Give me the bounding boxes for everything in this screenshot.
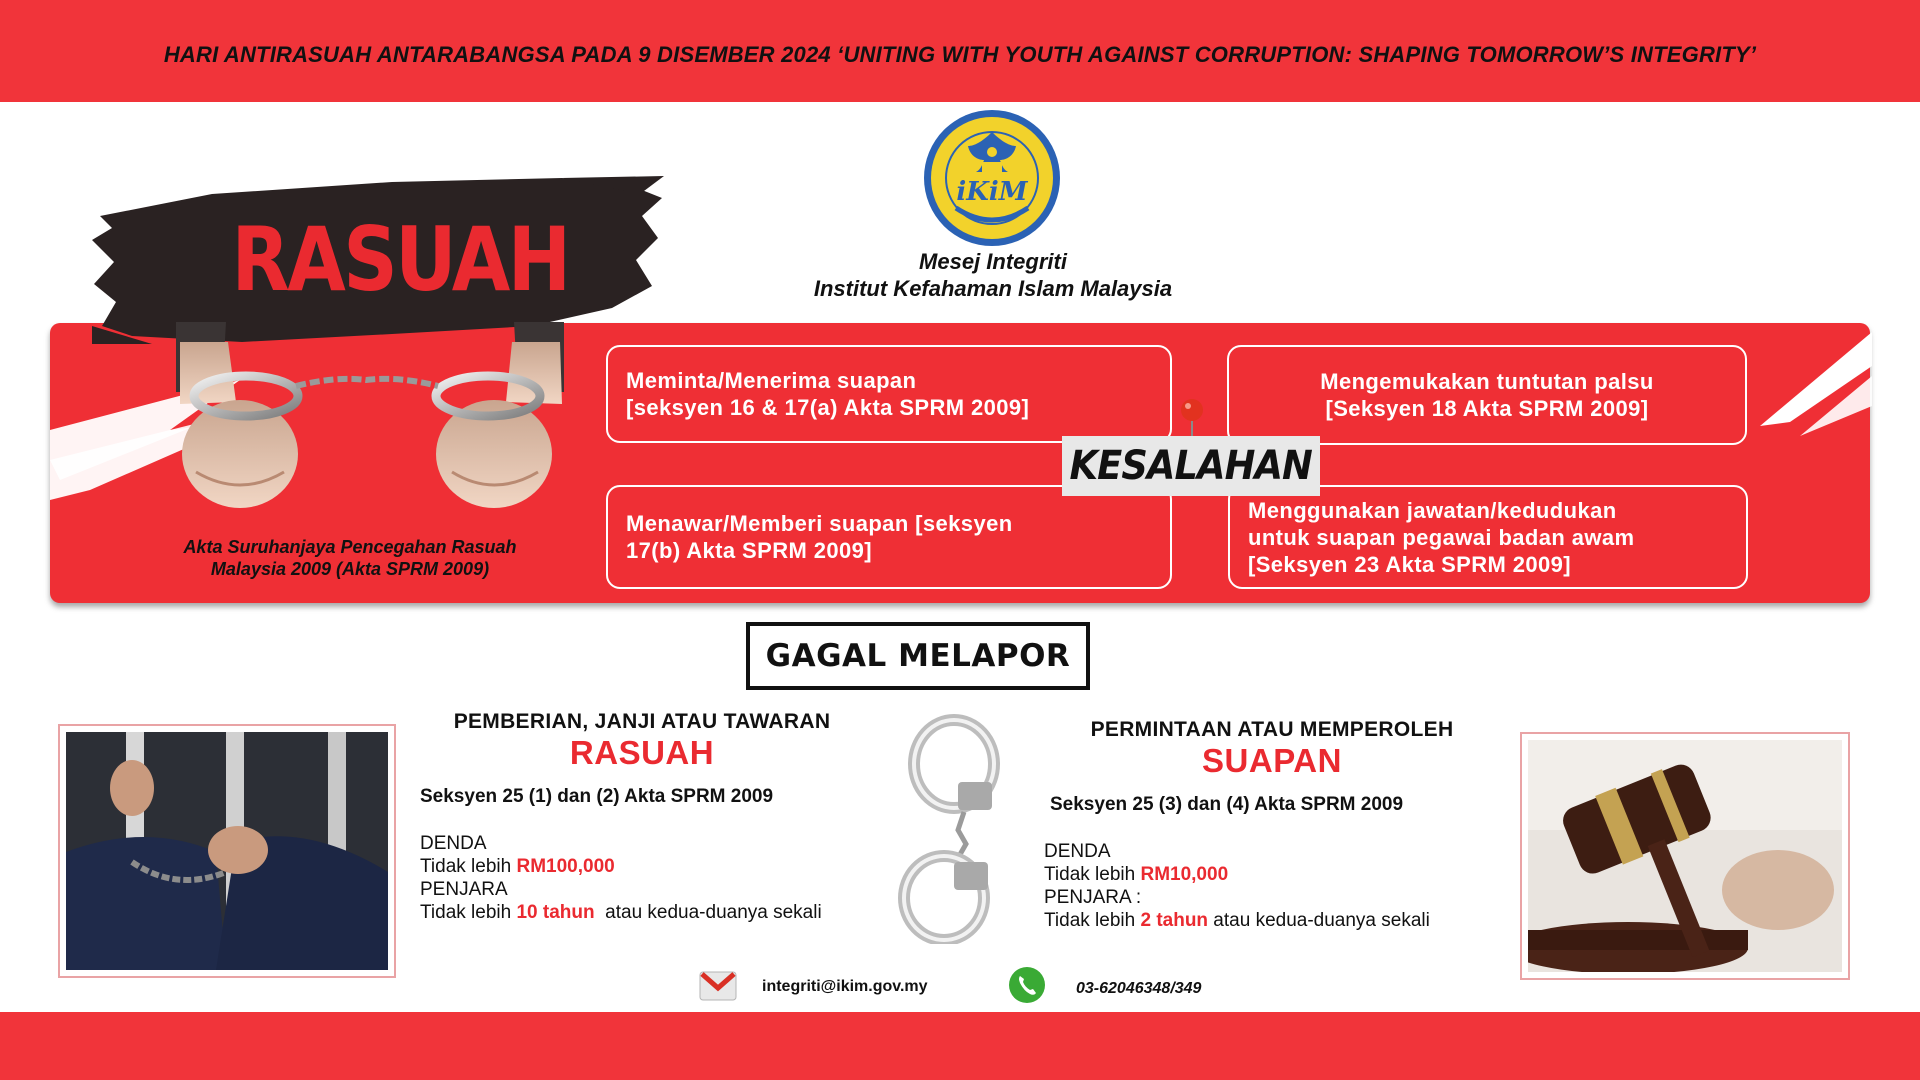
penalty-right-heading: PERMINTAAN ATAU MEMPEROLEH (1090, 718, 1454, 741)
mail-icon (698, 964, 738, 1004)
phone-icon (1008, 966, 1046, 1004)
offence-3-line-2: 17(b) Akta SPRM 2009] (626, 538, 872, 563)
penalty-right-fine (1044, 863, 1430, 886)
judge-gavel-image (1528, 740, 1842, 972)
gagal-melapor-label (746, 622, 1090, 690)
penalty-left-law: Seksyen 25 (1) dan (2) Akta SPRM 2009 (420, 786, 774, 807)
offence-2-line-2: [Seksyen 18 Akta SPRM 2009] (1325, 396, 1649, 421)
offence-4-line-1: Menggunakan jawatan/kedudukan (1248, 497, 1617, 523)
penalty-right-jail (1044, 909, 1430, 932)
org-line-1: Mesej Integriti (919, 249, 1067, 274)
gavel-photo (1520, 732, 1850, 980)
penalty-right-jail-amount: 2 tahun (1140, 910, 1209, 931)
kesalahan-text: KESALAHAN (1069, 443, 1313, 489)
push-pin-icon (1178, 398, 1206, 438)
act-caption-line-1: Akta Suruhanjaya Pencegahan Rasuah (183, 537, 517, 557)
offence-3-line-1: Menawar/Memberi suapan [seksyen (626, 511, 1013, 536)
contact-email[interactable]: integriti@ikim.gov.my (762, 978, 928, 995)
penalty-left-fine-label: DENDA (420, 833, 487, 854)
prisoner-behind-bars-image (66, 732, 388, 970)
penalty-left-fine-amount: RM100,000 (516, 856, 615, 877)
offence-1-line-2: [seksyen 16 & 17(a) Akta SPRM 2009] (626, 395, 1030, 420)
bottom-banner (0, 1012, 1920, 1080)
brush-streak-right (1760, 326, 1872, 446)
top-banner (0, 0, 1920, 102)
offence-box-abuse-position (1228, 485, 1748, 589)
penalty-left-fine (420, 855, 822, 878)
penalty-left-fine-prefix: Tidak lebih (420, 856, 517, 877)
penalty-right-fine-amount: RM10,000 (1140, 864, 1229, 885)
offence-box-request-accept (606, 345, 1172, 443)
banner-text: HARI ANTIRASUAH ANTARABANGSA PADA 9 DISEMBER 2024 ‘UNITING WITH YOUTH AGAINST CORRUPTION: SHAPING TOMORROW’S INTEGRITY’ (163, 42, 1757, 67)
org-line-2: Institut Kefahaman Islam Malaysia (813, 276, 1173, 301)
offence-1-line-1: Meminta/Menerima suapan (626, 368, 917, 393)
offence-4-line-2: untuk suapan pegawai badan awam (1248, 524, 1635, 550)
penalty-left-jail-label: PENJARA (420, 879, 508, 900)
penalty-right-details (1044, 840, 1430, 932)
penalty-left-details (420, 832, 822, 924)
gagal-melapor-text: GAGAL MELAPOR (765, 638, 1071, 674)
penalty-right-jail-label: PENJARA : (1044, 887, 1142, 908)
penalty-right-jail-prefix: Tidak lebih (1044, 910, 1141, 931)
kesalahan-label (1062, 436, 1320, 496)
act-caption (130, 536, 570, 580)
penalty-right-title: SUAPAN (1202, 742, 1342, 779)
penalty-left-jail-amount: 10 tahun (516, 902, 595, 923)
penalty-left-heading: PEMBERIAN, JANJI ATAU TAWARAN (453, 710, 831, 733)
penalty-left-title: RASUAH (569, 734, 715, 771)
offence-4-line-3: [Seksyen 23 Akta SPRM 2009] (1248, 551, 1572, 577)
act-caption-line-2: Malaysia 2009 (Akta SPRM 2009) (210, 559, 490, 579)
ikim-logo (922, 108, 1062, 248)
handcuffed-hands-image (176, 322, 564, 512)
penalty-left-jail (420, 901, 822, 924)
organisation-name (760, 248, 1226, 302)
prisoner-photo (58, 724, 396, 978)
offence-2-line-1: Mengemukakan tuntutan palsu (1320, 369, 1654, 394)
offence-box-offer-give (606, 485, 1172, 589)
svg-text:iKiM: iKiM (956, 177, 1028, 207)
penalty-right-fine-prefix: Tidak lebih (1044, 864, 1141, 885)
penalty-right-fine-label: DENDA (1044, 841, 1111, 862)
offence-box-false-claim (1227, 345, 1747, 445)
penalty-right-law: Seksyen 25 (3) dan (4) Akta SPRM 2009 (1050, 794, 1404, 815)
penalty-left-jail-prefix: Tidak lebih (420, 902, 517, 923)
handcuffs-icon (892, 712, 1018, 944)
contact-phone[interactable]: 03-62046348/349 (1076, 980, 1202, 997)
penalty-right-jail-suffix: atau kedua-duanya sekali (1208, 910, 1430, 931)
penalty-left-jail-suffix: atau kedua-duanya sekali (594, 902, 822, 923)
rasuah-title: RASUAH (231, 208, 569, 311)
